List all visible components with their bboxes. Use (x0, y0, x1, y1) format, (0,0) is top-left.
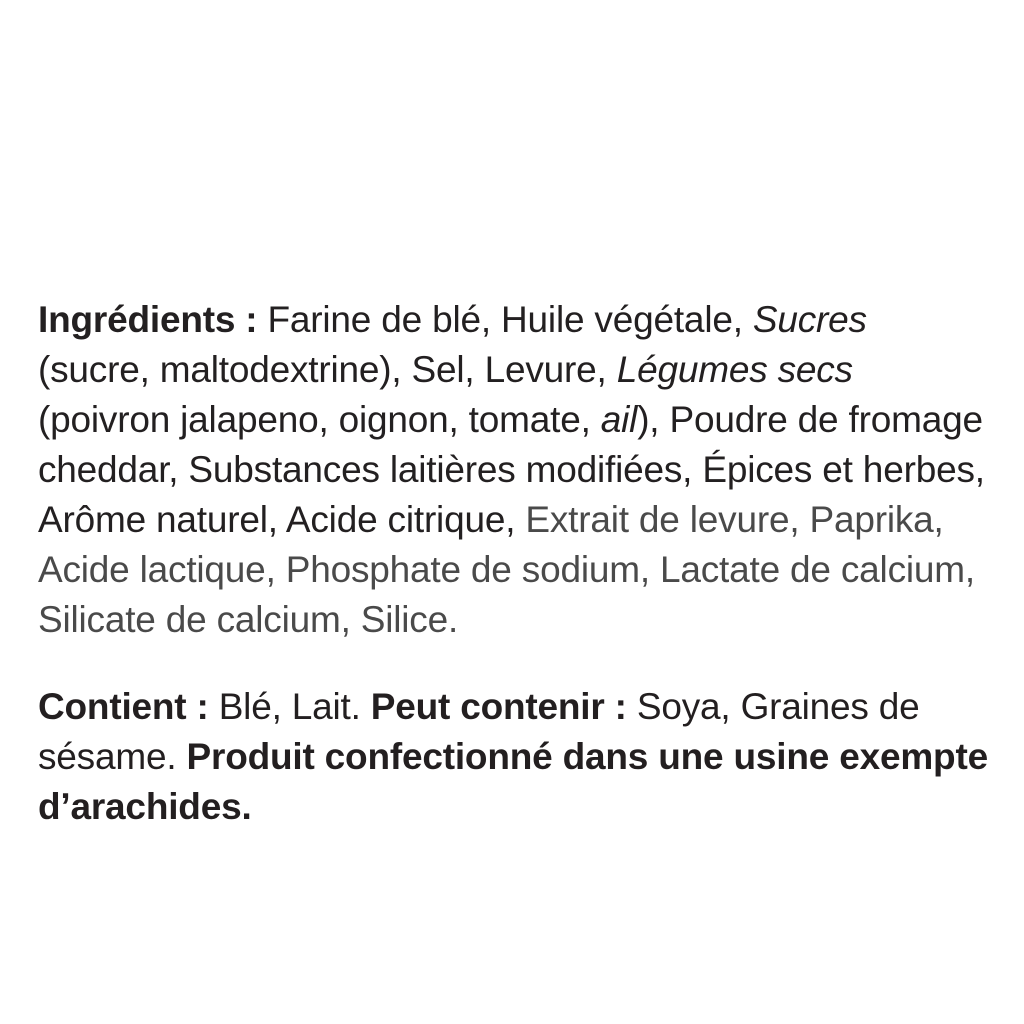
contains-text: Blé, Lait. (208, 686, 371, 727)
may-contain-heading: Peut contenir : (370, 686, 627, 727)
ingredients-segment-4: Légumes secs (616, 349, 853, 390)
ingredients-label-panel (38, 258, 988, 869)
ingredients-segment-2: Sucres (752, 299, 867, 340)
contains-heading: Contient : (38, 686, 209, 727)
ingredients-segment-5: (poivron jalapeno, oignon, tomate, (38, 399, 601, 440)
ingredients-segment-6: ail (600, 399, 638, 440)
may-contain-text: Soya, Graines de sésame. (38, 686, 920, 777)
allergen-paragraph (38, 682, 988, 832)
ingredients-heading: Ingrédients : (38, 299, 258, 340)
ingredients-segment-8: Extrait de levure, Paprika, Acide lactique, Phosphate de sodium, Lactate de calcium, Silicate de calcium, Silice. (38, 499, 975, 640)
ingredients-segment-3: (sucre, maltodextrine), Sel, Levure, (38, 349, 617, 390)
ingredients-segment-1: Farine de blé, Huile végétale, (257, 299, 753, 340)
ingredients-segment-7: ), Poudre de fromage cheddar, Substances laitières modifiées, Épices et herbes, Arôme naturel, Acide citrique, (38, 399, 985, 540)
facility-statement: Produit confectionné dans une usine exempte d’arachides. (38, 736, 988, 827)
ingredients-paragraph (38, 295, 988, 645)
